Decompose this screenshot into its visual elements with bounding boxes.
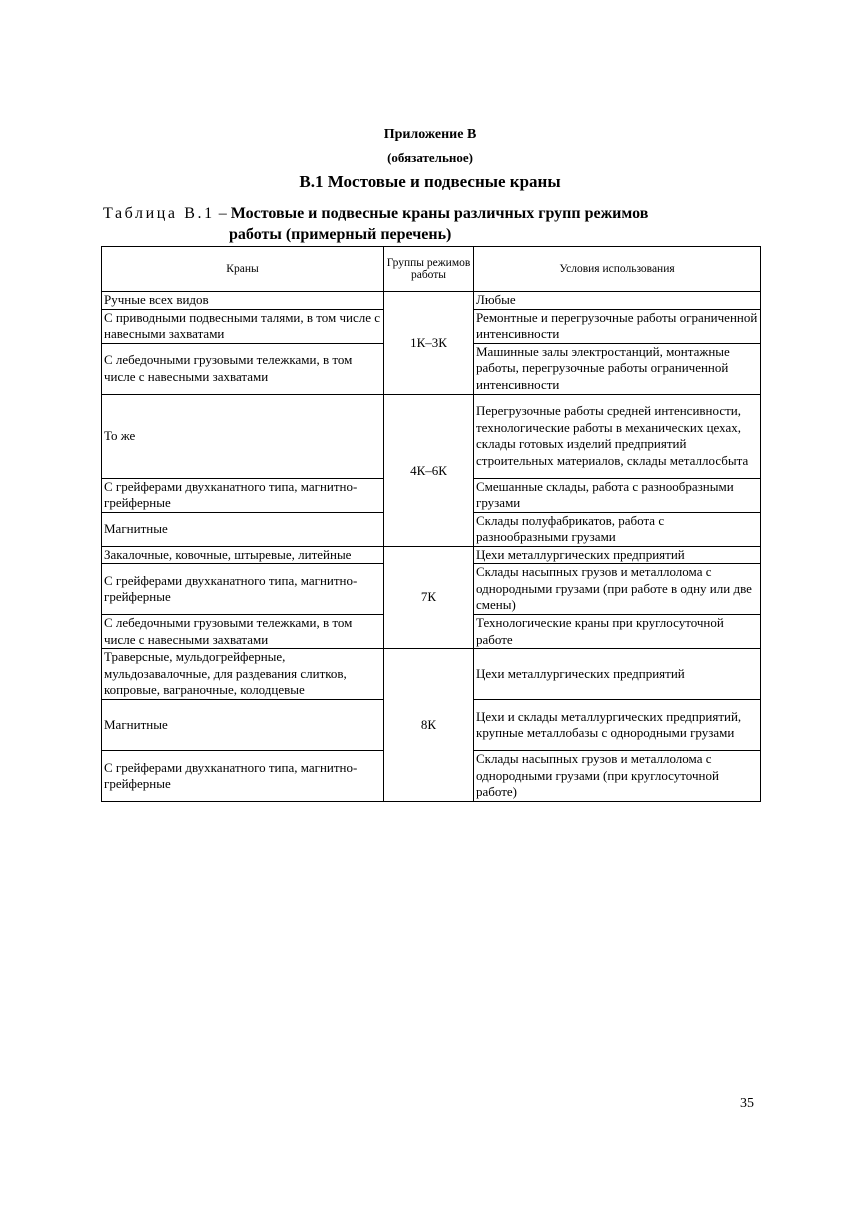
caption-title-line2: работы (примерный перечень) <box>229 226 452 243</box>
conditions-cell: Машинные залы электростанций, монтажные работы, перегрузочные работы ограниченной интенсивности <box>474 343 761 394</box>
group-cell: 4К–6К <box>384 394 474 546</box>
crane-cell: Ручные всех видов <box>102 292 384 310</box>
crane-cell: С грейферами двухканатного типа, магнитно-грейферные <box>102 478 384 512</box>
crane-cell: Закалочные, ковочные, штыревые, литейные <box>102 546 384 564</box>
group-cell: 8К <box>384 649 474 802</box>
cranes-table <box>101 246 761 802</box>
conditions-cell: Ремонтные и перегрузочные работы ограниченной интенсивности <box>474 309 761 343</box>
crane-cell: С грейферами двухканатного типа, магнитно-грейферные <box>102 751 384 802</box>
crane-cell: Магнитные <box>102 700 384 751</box>
conditions-cell: Склады полуфабрикатов, работа с разнообразными грузами <box>474 512 761 546</box>
caption-dash: – <box>214 205 231 222</box>
crane-cell: С лебедочными грузовыми тележками, в том числе с навесными захватами <box>102 343 384 394</box>
table-row <box>102 546 761 564</box>
crane-cell: С грейферами двухканатного типа, магнитно-грейферные <box>102 564 384 615</box>
conditions-cell: Смешанные склады, работа с разнообразными грузами <box>474 478 761 512</box>
crane-cell: То же <box>102 394 384 478</box>
crane-cell: С лебедочными грузовыми тележками, в том числе с навесными захватами <box>102 615 384 649</box>
header-conditions: Условия использования <box>474 247 761 292</box>
conditions-cell: Технологические краны при круглосуточной работе <box>474 615 761 649</box>
crane-cell: С приводными подвесными талями, в том числе с навесными захватами <box>102 309 384 343</box>
appendix-title: Приложение В <box>383 127 477 142</box>
caption-prefix: Таблица В.1 <box>103 205 215 222</box>
group-cell: 1К–3К <box>384 292 474 395</box>
table-row <box>102 292 761 310</box>
conditions-cell: Склады насыпных грузов и металлолома с однородными грузами (при работе в одну или две смены) <box>474 564 761 615</box>
crane-cell: Магнитные <box>102 512 384 546</box>
conditions-cell: Цехи и склады металлургических предприятий, крупные металлобазы с однородными грузами <box>474 700 761 751</box>
page-number: 35 <box>740 1096 754 1111</box>
conditions-cell: Перегрузочные работы средней интенсивности, технологические работы в механических цехах, склады готовых изделий предприятий строительных материалов, склады металлосбыта <box>474 394 761 478</box>
conditions-cell: Склады насыпных грузов и металлолома с однородными грузами (при круглосуточной работе) <box>474 751 761 802</box>
crane-cell: Траверсные, мульдогрейферные, мульдозавалочные, для раздевания слитков, копровые, ваграночные, колодцевые <box>102 649 384 700</box>
table-row <box>102 394 761 478</box>
group-cell: 7К <box>384 546 474 649</box>
caption-title-line1: Мостовые и подвесные краны различных групп режимов <box>230 205 649 222</box>
conditions-cell: Любые <box>474 292 761 310</box>
table-caption <box>103 203 783 245</box>
appendix-note: (обязательное) <box>387 150 473 165</box>
conditions-cell: Цехи металлургических предприятий <box>474 649 761 700</box>
table-row <box>102 649 761 700</box>
section-title: В.1 Мостовые и подвесные краны <box>299 172 561 191</box>
header-cranes: Краны <box>102 247 384 292</box>
header-groups: Группы режимов работы <box>384 247 474 292</box>
conditions-cell: Цехи металлургических предприятий <box>474 546 761 564</box>
table-header-row <box>102 247 761 292</box>
